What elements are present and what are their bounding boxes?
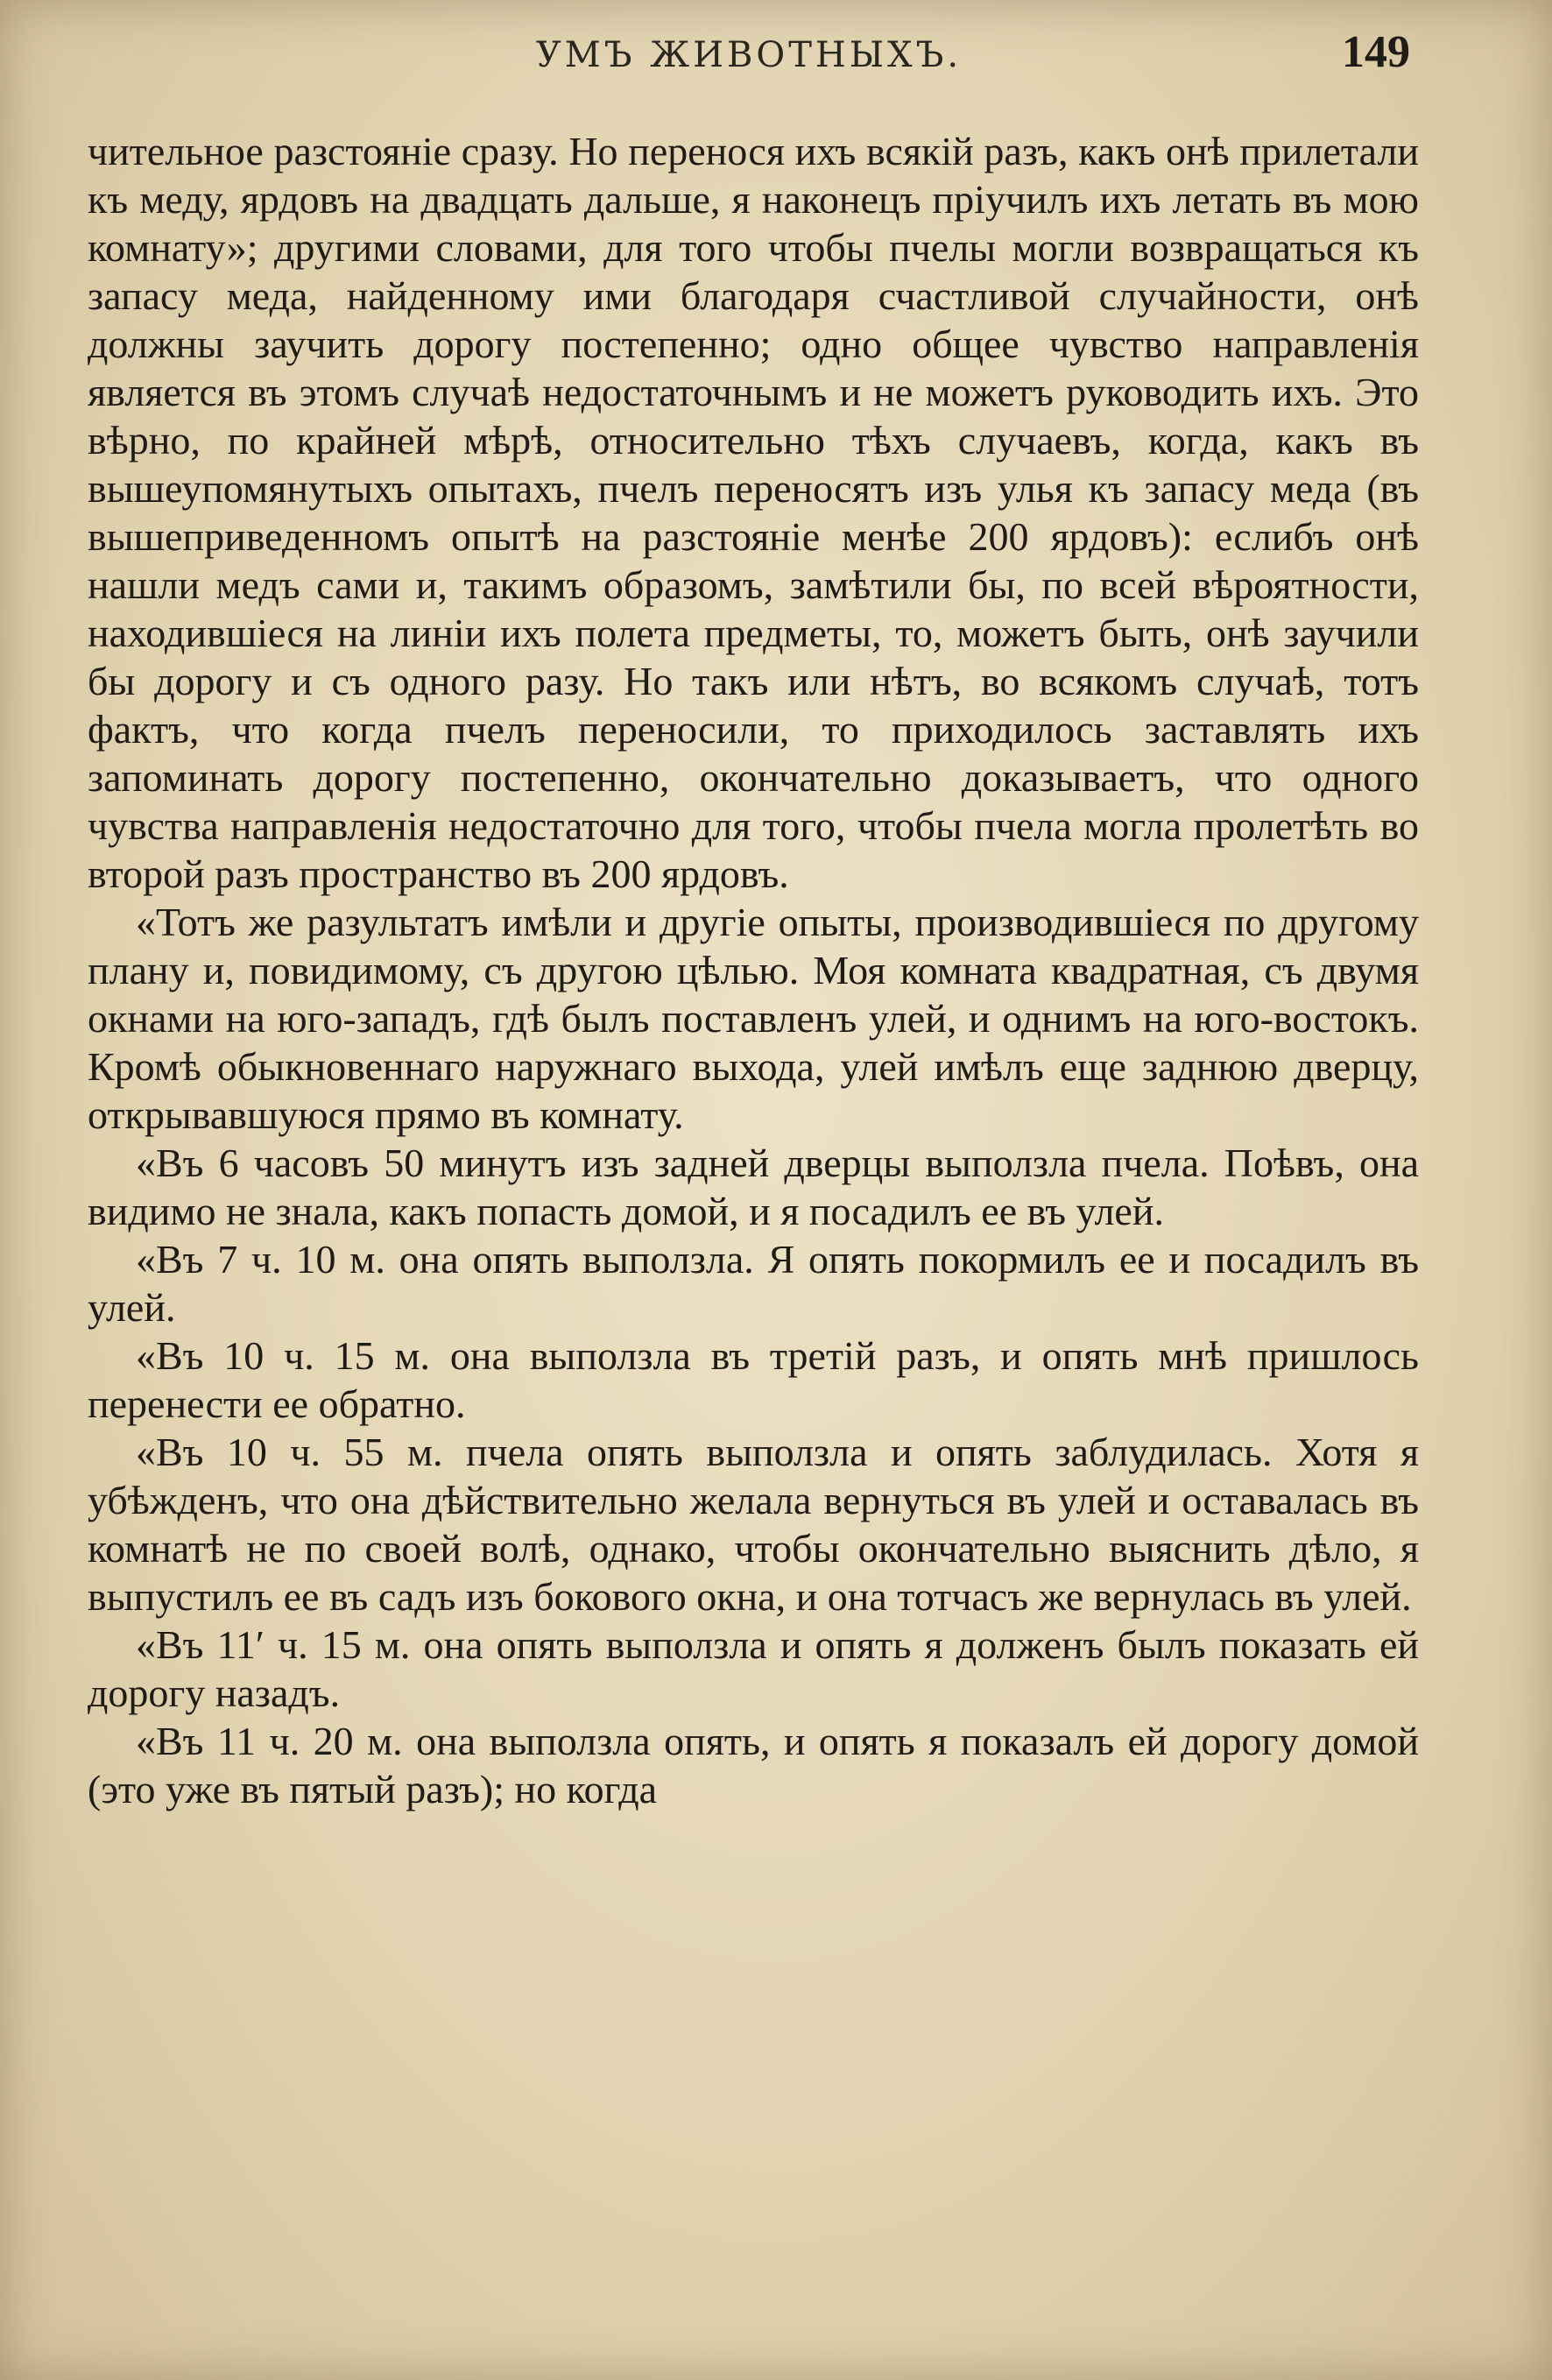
paragraph-5: «Въ 10 ч. 15 м. она выползла въ третій разъ, и опять мнѣ пришлось перенести ее обратно. [88,1333,1419,1426]
paragraph-1: чительное разстояніе сразу. Но перенося ихъ всякій разъ, какъ онѣ прилетали къ меду, ярдовъ на двадцать дальше, я наконецъ пріучилъ ихъ летать въ мою комнату»; другими словами, для того чтобы пчелы могли возвращаться къ запасу меда, найденному ими благодаря счастливой случайности, онѣ должны заучить дорогу постепенно; одно общее чувство направленія является въ этомъ случаѣ недостаточнымъ и не можетъ руководить ихъ. Это вѣрно, по крайней мѣрѣ, относительно тѣхъ случаевъ, когда, какъ въ вышеупомянутыхъ опытахъ, пчелъ переносятъ изъ улья къ запасу меда (въ вышеприведенномъ опытѣ на разстояніе менѣе 200 ярдовъ): еслибъ онѣ нашли медъ сами и, такимъ образомъ, замѣтили бы, по всей вѣроятности, находившіеся на линіи ихъ полета предметы, то, можетъ быть, онѣ заучили бы дорогу и съ одного разу. Но такъ или нѣтъ, во всякомъ случаѣ, тотъ фактъ, что когда пчелъ переносили, то приходилось заставлять ихъ запоминать дорогу постепенно, окончательно доказываетъ, что одного чувства направленія недостаточно для того, чтобы пчела могла пролетѣть во второй разъ пространство въ 200 ярдовъ. [88,129,1419,896]
paragraph-7: «Въ 11′ ч. 15 м. она опять выползла и опять я долженъ былъ показать ей дорогу назадъ. [88,1622,1419,1715]
paragraph-3: «Въ 6 часовъ 50 минутъ изъ задней дверцы выползла пчела. Поѣвъ, она видимо не знала, какъ попасть домой, и я посадилъ ее въ улей. [88,1141,1419,1233]
paragraph-4: «Въ 7 ч. 10 м. она опять выползла. Я опять покормилъ ее и посадилъ въ улей. [88,1237,1419,1330]
paragraph-6: «Въ 10 ч. 55 м. пчела опять выползла и опять заблудилась. Хотя я убѣжденъ, что она дѣйствительно желала вернуться въ улей и оставалась въ комнатѣ не по своей волѣ, однако, чтобы окончательно выяснить дѣло, я выпустилъ ее въ садъ изъ бокового окна, и она тотчасъ же вернулась въ улей. [88,1430,1419,1619]
body-text [88,127,1419,1813]
page-number: 149 [1342,27,1410,77]
page-header [88,26,1410,88]
running-title: УМЪ ЖИВОТНЫХЪ. [535,35,963,75]
paragraph-8: «Въ 11 ч. 20 м. она выползла опять, и опять я показалъ ей дорогу домой (это уже въ пятый разъ); но когда [88,1719,1419,1811]
paragraph-2: «Тотъ же разультатъ имѣли и другіе опыты, производившіеся по другому плану и, повидимому, съ другою цѣлью. Моя комната квадратная, съ двумя окнами на юго-западъ, гдѣ былъ поставленъ улей, и однимъ на юго-востокъ. Кромѣ обыкновеннаго наружнаго выхода, улей имѣлъ еще заднюю дверцу, открывавшуюся прямо въ комнату. [88,900,1419,1137]
